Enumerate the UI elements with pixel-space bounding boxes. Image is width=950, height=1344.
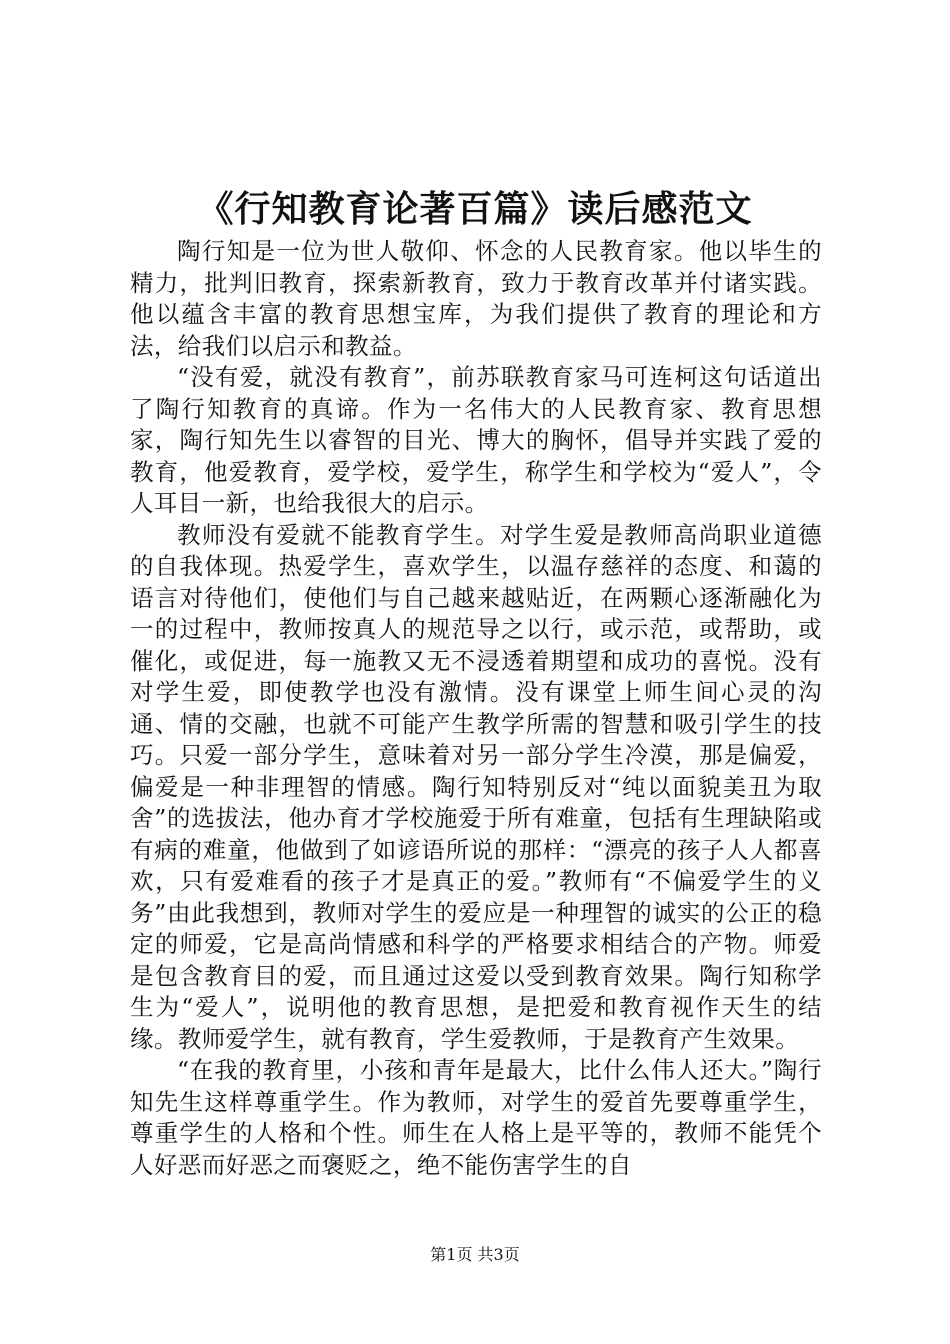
paragraph-1: 陶行知是一位为世人敬仰、怀念的人民教育家。他以毕生的精力，批判旧教育，探索新教育，致力于教育改革并付诸实践。他以蕴含丰富的教育思想宝库，为我们提供了教育的理论和方法，给我们以启示和教益。 xyxy=(130,237,822,360)
document-title: 《行知教育论著百篇》读后感范文 xyxy=(197,188,753,230)
paragraph-3: 教师没有爱就不能教育学生。对学生爱是教师高尚职业道德的自我体现。热爱学生，喜欢学生，以温存慈祥的态度、和蔼的语言对待他们，使他们与自己越来越贴近，在两颗心逐渐融化为一的过程中，教师按真人的规范导之以行，或示范，或帮助，或催化，或促进，每一施教又无不浸透着期望和成功的喜悦。没有对学生爱，即使教学也没有激情。没有课堂上师生间心灵的沟通、情的交融，也就不可能产生教学所需的智慧和吸引学生的技巧。只爱一部分学生，意味着对另一部分学生冷漠，那是偏爱，偏爱是一种非理智的情感。陶行知特别反对“纯以面貌美丑为取舍”的选拔法，他办育才学校施爱于所有难童，包括有生理缺陷或有病的难童，他做到了如谚语所说的那样：“漂亮的孩子人人都喜欢，只有爱难看的孩子才是真正的爱。”教师有“不偏爱学生的义务”由此我想到，教师对学生的爱应是一种理智的诚实的公正的稳定的师爱，它是高尚情感和科学的严格要求相结合的产物。师爱是包含教育目的爱，而且通过这爱以受到教育效果。陶行知称学生为“爱人”，说明他的教育思想，是把爱和教育视作天生的结缘。教师爱学生，就有教育，学生爱教师，于是教育产生效果。 xyxy=(130,520,822,1053)
page-number-footer: 第1页 共3页 xyxy=(430,1245,520,1264)
paragraph-2: “没有爱，就没有教育”，前苏联教育家马可连柯这句话道出了陶行知教育的真谛。作为一名伟大的人民教育家、教育思想家，陶行知先生以睿智的目光、博大的胸怀，倡导并实践了爱的教育，他爱教育，爱学校，爱学生，称学生和学校为“爱人”，令人耳目一新，也给我很大的启示。 xyxy=(130,363,822,517)
document-body xyxy=(130,236,822,1181)
paragraph-4: “在我的教育里，小孩和青年是最大，比什么伟人还大。”陶行知先生这样尊重学生。作为教师，对学生的爱首先要尊重学生，尊重学生的人格和个性。师生在人格上是平等的，教师不能凭个人好恶而好恶之而褒贬之，绝不能伤害学生的自 xyxy=(130,1056,822,1179)
